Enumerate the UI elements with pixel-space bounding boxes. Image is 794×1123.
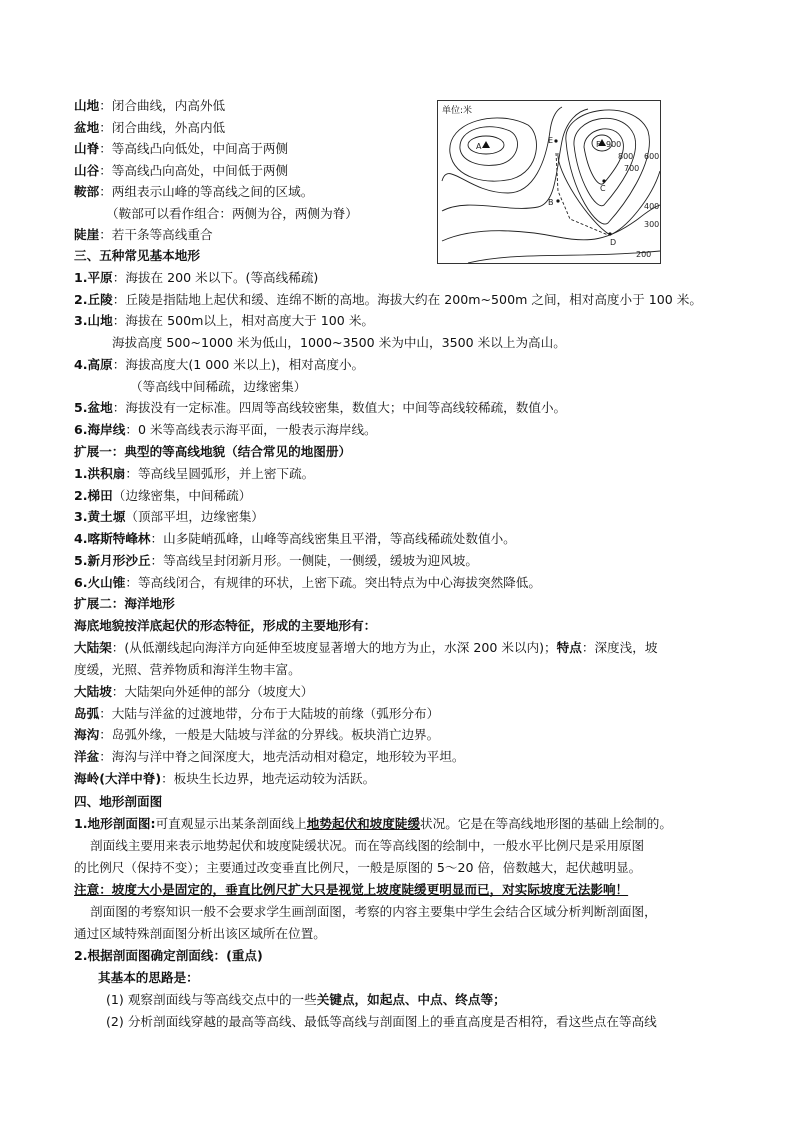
paragraph-line: 剖面线主要用来表示地势起伏和坡度陡缓状况。而在等高线图的绘制中，一般水平比例尺是采用原图: [90, 838, 645, 853]
list-item: [74, 747, 464, 767]
approach-step-2: (2) 分析剖面线穿越的最高等高线、最低等高线与剖面图上的垂直高度是否相符，看这些点在等高线: [106, 1014, 657, 1029]
item-term: 海岭(大洋中脊): [74, 770, 162, 786]
item-term: 岛弧: [74, 705, 100, 721]
list-item: [74, 225, 213, 245]
paragraph-line: 剖面图的考察知识一般不会要求学生画剖面图，考察的内容主要集中学生会结合区域分析判断剖面图，: [90, 904, 657, 919]
list-item: [74, 486, 251, 506]
section4-title: 四、地形剖面图: [74, 794, 163, 809]
section3-title: 三、五种常见基本地形: [74, 248, 200, 263]
list-item: [74, 529, 516, 549]
ext2-lead: 海底地貌按洋底起伏的形态特征，形成的主要地形有：: [74, 618, 377, 633]
list-item: [74, 290, 702, 310]
item-term: 1.平原: [74, 270, 113, 285]
list-item: [74, 311, 374, 331]
item-definition: （边缘密集，中间稀疏）: [112, 487, 252, 503]
list-item: [74, 182, 313, 202]
item-term: 洋盆: [74, 749, 100, 765]
list-item: [74, 725, 439, 745]
list-item: [74, 355, 364, 375]
point-label: A: [476, 142, 482, 151]
list-item: [74, 139, 288, 159]
list-item: [74, 118, 225, 138]
item-definition: ：若干条等高线重合: [99, 227, 213, 242]
point-c-dot: [602, 179, 605, 182]
item-definition: ：海拔在 200 米以下。(等高线稀疏): [112, 270, 319, 285]
shelf-feature-term: 特点: [556, 640, 582, 655]
item-definition: （等高线中间稀疏，边缘密集）: [130, 378, 307, 394]
item-term: 4.高原: [74, 356, 113, 372]
approach-step-1: [106, 990, 506, 1010]
item-term: 山地: [74, 98, 100, 113]
contour-map: [437, 100, 661, 264]
point-d-dot: [608, 232, 611, 235]
item-definition: ：两组表示山峰的等高线之间的区域。: [99, 184, 314, 199]
step1-key: 关键点，如起点、中点、终点等；: [316, 992, 506, 1007]
item-definition: ：海拔高度大(1 000 米以上)，相对高度小。: [112, 356, 365, 372]
profile-term: 1.地形剖面图:: [74, 816, 156, 831]
item-definition: ：等高线呈圆弧形，并上密下疏。: [125, 466, 315, 481]
contour-line: [442, 109, 588, 211]
item-definition: ：海拔没有一定标准。四周等高线较密集，数值大；中间等高线较稀疏，数值小。: [112, 400, 567, 416]
point-label: C: [600, 184, 606, 193]
item-definition: ：板块生长边界，地壳运动较为活跃。: [161, 770, 376, 786]
point-e-dot: [554, 139, 557, 142]
profile-key-phrase: 地势起伏和坡度陡缓: [306, 816, 421, 831]
contour-value: 200: [636, 250, 652, 259]
shelf-feature-def: ：深度浅，坡: [581, 640, 658, 655]
profile-definition: [74, 814, 672, 834]
point-label: E: [548, 136, 554, 145]
list-item: [74, 704, 439, 724]
contour-value: 800: [618, 152, 634, 161]
ext1-title: 扩展一：典型的等高线地貌（结合常见的地图册）: [74, 444, 352, 459]
list-item: [74, 161, 288, 181]
item-term: 3.黄土塬: [74, 509, 126, 525]
list-item: [74, 464, 314, 484]
list-item: [74, 551, 478, 571]
item-term: 6.海岸线: [74, 421, 126, 437]
item-term: 1.洪积扇: [74, 466, 126, 481]
point-b-dot: [556, 199, 559, 202]
list-item: [74, 398, 566, 418]
item-definition: ：等高线凸向高处，中间低于两侧: [99, 162, 289, 178]
note-warning: 注意：坡度大小是固定的，垂直比例尺扩大只是视觉上坡度陡缓更明显而已，对实际坡度无法影响！: [74, 882, 629, 897]
item-term: 6.火山锥: [74, 574, 126, 590]
item-term: 山脊: [74, 141, 100, 156]
item-definition: ：海拔在 500m以上，相对高度大于 100 米。: [112, 313, 375, 329]
step1-text: (1) 观察剖面线与等高线交点中的一些: [106, 992, 317, 1007]
list-item: [74, 268, 318, 288]
paragraph-line: 的比例尺（保持不变）；主要通过改变垂直比例尺，一般是原图的 5～20 倍，倍数越大，起伏越明显。: [74, 860, 642, 875]
item-definition: ：岛弧外缘，一般是大陆坡与洋盆的分界线。板块消亡边界。: [99, 727, 440, 743]
item-term: 2.丘陵: [74, 291, 113, 307]
item-term: 4.喀斯特峰林: [74, 531, 151, 547]
list-item: [74, 507, 264, 527]
contour-value: 300: [644, 220, 660, 229]
item-definition: （鞍部可以看作组合：两侧为谷，两侧为脊）: [106, 205, 358, 221]
item-term: 2.梯田: [74, 487, 113, 503]
shelf-term: 大陆架: [74, 640, 112, 655]
profile-def-c: 状况。它是在等高线地形图的基础上绘制的。: [420, 816, 672, 831]
item-term: 大陆坡: [74, 684, 112, 699]
item-definition: ：山多陡峭孤峰，山峰等高线密集且平滑，等高线稀疏处数值小。: [150, 531, 516, 547]
item-term: 海沟: [74, 727, 100, 743]
ext2-title: 扩展二：海洋地形: [74, 596, 175, 611]
contour-line: [468, 251, 660, 263]
item-term: 鞍部: [74, 184, 100, 199]
item-term: 5.盆地: [74, 400, 113, 416]
approach-heading: 其基本的思路是：: [98, 970, 199, 985]
item-definition: ：丘陵是指陆地上起伏和缓、连绵不断的高地。海拔大约在 200m~500m 之间，相对高度小于 100 米。: [112, 291, 702, 307]
contour-line: [450, 118, 537, 181]
item-term: 5.新月形沙丘: [74, 552, 151, 568]
list-item: [74, 682, 313, 702]
contour-value: 700: [624, 164, 640, 173]
item-term: 3.山地: [74, 313, 113, 329]
list-item: [106, 204, 358, 224]
item-term: 山谷: [74, 162, 100, 178]
item-definition: （顶部平坦，边缘密集）: [125, 509, 264, 525]
paragraph-line: 通过区域特殊剖面图分析出该区域所在位置。: [74, 926, 326, 941]
point-label: D: [610, 238, 617, 247]
list-item: [74, 769, 375, 789]
item-term: 盆地: [74, 119, 100, 135]
item-definition: 海拔高度 500~1000 米为低山，1000~3500 米为中山，3500 米以上为高山。: [112, 335, 566, 351]
shelf-line: [74, 638, 657, 658]
peak-triangle-a: [482, 141, 490, 148]
contour-value: 400: [644, 202, 660, 211]
shelf-continuation: 度缓，光照、营养物质和海洋生物丰富。: [74, 662, 301, 677]
point-label: F: [596, 140, 601, 149]
list-item: [74, 573, 541, 593]
item-term: 陡崖: [74, 227, 100, 242]
item-definition: ：等高线呈封闭新月形。一侧陡，一侧缓，缓坡为迎风坡。: [150, 552, 478, 568]
map-unit-label: 单位:米: [442, 106, 473, 116]
item-definition: ：等高线闭合，有规律的环状，上密下疏。突出特点为中心海拔突然降低。: [125, 574, 541, 590]
subsection-title: 2.根据剖面图确定剖面线：(重点): [74, 948, 263, 963]
item-definition: ：0 米等高线表示海平面，一般表示海岸线。: [125, 421, 377, 437]
item-definition: ：海沟与洋中脊之间深度大，地壳活动相对稳定，地形较为平坦。: [99, 749, 465, 765]
shelf-def: ：(从低潮线起向海洋方向延伸至坡度显著增大的地方为止，水深 200 米以内)；: [111, 640, 557, 655]
list-item: [74, 96, 225, 116]
point-label: B: [548, 198, 554, 207]
list-item: [130, 377, 306, 397]
contour-value: 600: [644, 152, 660, 161]
contour-value: 900: [606, 140, 622, 149]
list-item: [74, 420, 377, 440]
profile-def-a: 可直观显示出某条剖面线上: [155, 816, 307, 831]
item-definition: ：闭合曲线，外高内低: [99, 119, 226, 135]
contour-map-svg: [438, 101, 660, 263]
item-definition: ：大陆与洋盆的过渡地带，分布于大陆坡的前缘（弧形分布）: [99, 705, 440, 721]
item-definition: ：等高线凸向低处，中间高于两侧: [99, 141, 289, 156]
item-definition: ：闭合曲线，内高外低: [99, 98, 226, 113]
item-definition: ：大陆架向外延伸的部分（坡度大）: [111, 684, 314, 699]
list-item: [112, 333, 566, 353]
